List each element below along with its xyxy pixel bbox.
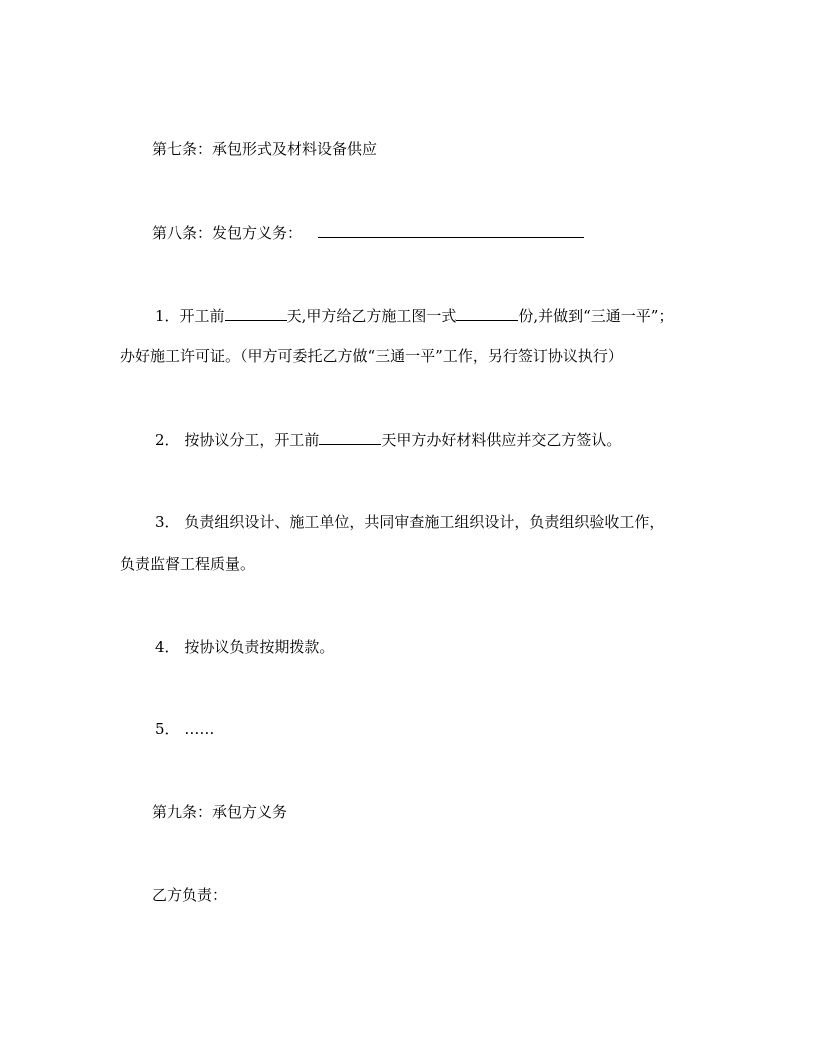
item-2-text-a: 按协议分工，开工前 <box>184 431 320 449</box>
item-1-continuation <box>120 346 623 366</box>
item-1-text-b: 天,甲方给乙方施工图一式 <box>286 307 457 325</box>
item-3-number: 3． <box>155 513 180 531</box>
item-2 <box>155 429 621 449</box>
item-3-text: 负责组织设计、施工单位，共同审查施工组织设计，负责组织验收工作， <box>184 513 665 531</box>
item-5-number: 5． <box>155 720 180 738</box>
article-8-title: 第八条：发包方义务： <box>152 224 303 242</box>
item-4-number: 4． <box>155 638 180 656</box>
article-8-heading <box>152 222 584 242</box>
article-7-heading <box>152 139 377 159</box>
item-2-number: 2． <box>155 431 180 449</box>
item-1-text-a: 开工前 <box>179 307 225 325</box>
item-2-text-b: 天甲方办好材料供应并交乙方签认。 <box>381 431 622 449</box>
item-5-text: …… <box>184 720 215 738</box>
item-1 <box>155 305 673 325</box>
item-2-days-blank[interactable] <box>319 429 381 445</box>
item-4 <box>155 637 334 657</box>
item-5 <box>155 719 214 739</box>
item-3-continuation-text: 负责监督工程质量。 <box>120 555 256 573</box>
item-1-days-blank[interactable] <box>225 305 287 321</box>
item-1-number: 1． <box>155 307 180 325</box>
party-b-label: 乙方负责： <box>152 886 228 904</box>
article-9-title: 第九条：承包方义务 <box>152 803 288 821</box>
article-7-title: 第七条：承包形式及材料设备供应 <box>152 140 378 158</box>
item-3-continuation <box>120 554 255 574</box>
item-4-text: 按协议负责按期拨款。 <box>184 638 335 656</box>
item-1-copies-blank[interactable] <box>456 305 518 321</box>
article-8-blank-field[interactable] <box>318 222 584 238</box>
article-9-heading <box>152 802 287 822</box>
item-1-continuation-text: 办好施工许可证。（甲方可委托乙方做“三通一平”工作，另行签订协议执行） <box>120 347 623 365</box>
item-3 <box>155 512 664 532</box>
party-b-responsibilities <box>152 885 227 905</box>
item-1-text-c: 份,并做到“三通一平”； <box>518 307 674 325</box>
